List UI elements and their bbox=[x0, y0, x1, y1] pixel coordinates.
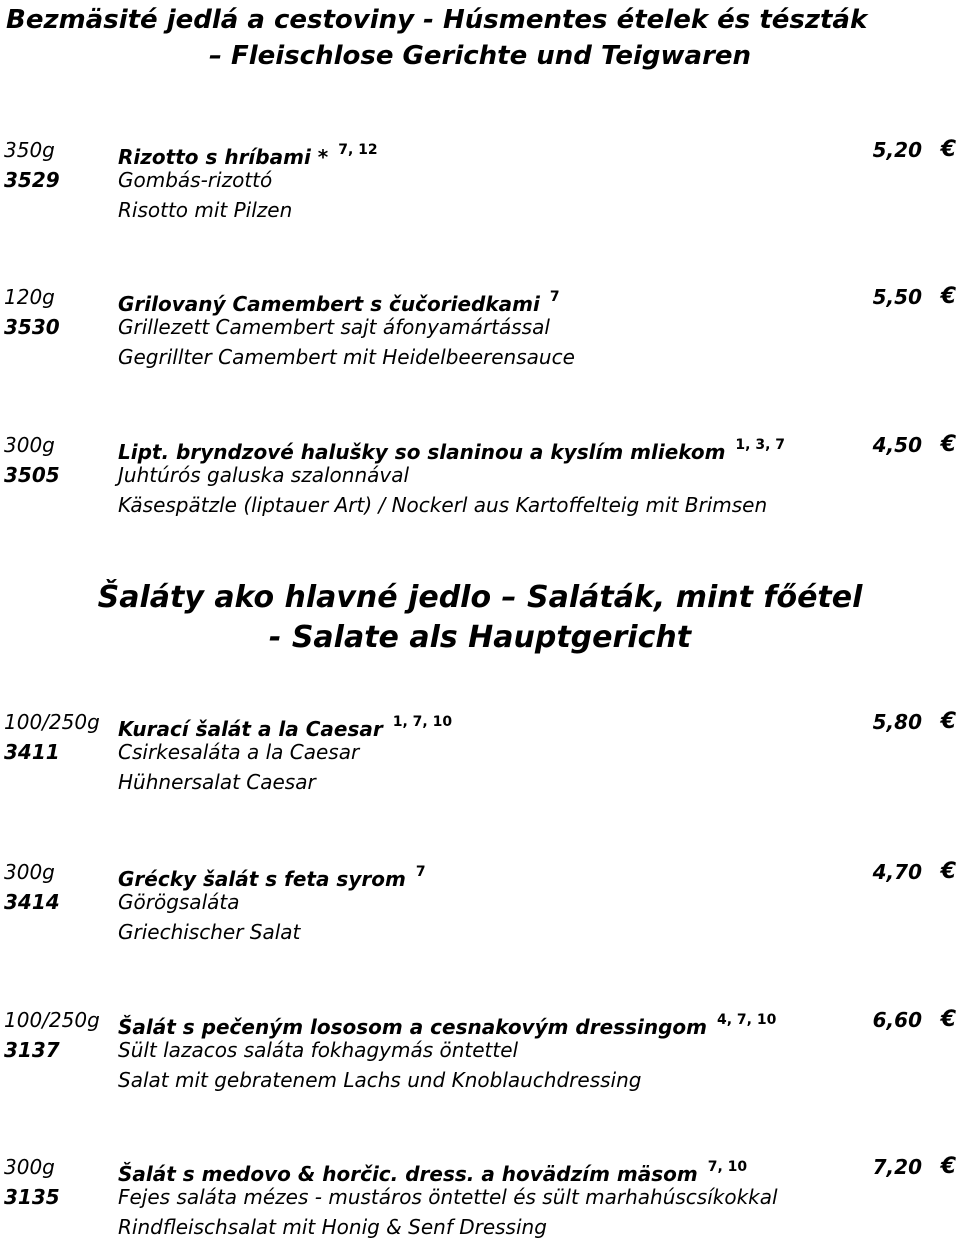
euro-icon: € bbox=[940, 1154, 956, 1179]
menu-item-row-hu bbox=[0, 737, 960, 767]
euro-icon: € bbox=[940, 709, 956, 734]
item-code: 3530 bbox=[4, 315, 60, 339]
menu-item-row-de bbox=[0, 1212, 960, 1242]
menu-item-row-main bbox=[0, 857, 960, 891]
item-allergens: 1, 7, 10 bbox=[392, 714, 453, 730]
item-name-sk-text: Grécky šalát s feta syrom bbox=[118, 867, 406, 891]
item-name-sk-text: Rizotto s hríbami * bbox=[118, 145, 329, 169]
item-price: 5,80 bbox=[872, 710, 922, 734]
menu-item bbox=[0, 1005, 960, 1095]
item-name-de: Rindfleischsalat mit Honig & Senf Dressing bbox=[118, 1215, 547, 1239]
item-allergens: 1, 3, 7 bbox=[735, 437, 786, 453]
menu-item-row-hu bbox=[0, 1182, 960, 1212]
item-code: 3414 bbox=[4, 890, 60, 914]
menu-item-row-hu bbox=[0, 1035, 960, 1065]
item-name-sk-text: Šalát s pečeným lososom a cesnakovým dressingom bbox=[118, 1015, 707, 1039]
item-name-de: Griechischer Salat bbox=[118, 920, 301, 944]
item-price: 5,20 bbox=[872, 138, 922, 162]
menu-item-row-de bbox=[0, 490, 960, 520]
section-title-line2: - Salate als Hauptgericht bbox=[268, 620, 692, 655]
item-name-hu: Fejes saláta mézes - mustáros öntettel és sült marhahúscsíkokkal bbox=[118, 1185, 778, 1209]
item-price: 7,20 bbox=[872, 1155, 922, 1179]
menu-item bbox=[0, 135, 960, 225]
menu-item-row-de bbox=[0, 1065, 960, 1095]
item-name-sk-text: Grilovaný Camembert s čučoriedkami bbox=[118, 292, 540, 316]
menu-item-row-main bbox=[0, 135, 960, 169]
item-name-de: Hühnersalat Caesar bbox=[118, 770, 316, 794]
item-name-hu: Juhtúrós galuska szalonnával bbox=[118, 463, 410, 487]
item-price: 4,70 bbox=[872, 860, 922, 884]
item-name-hu: Gombás-rizottó bbox=[118, 168, 273, 192]
menu-item-row-hu bbox=[0, 887, 960, 917]
item-weight: 300g bbox=[4, 1155, 55, 1179]
euro-icon: € bbox=[940, 432, 956, 457]
menu-item-row-main bbox=[0, 1152, 960, 1186]
item-name-hu: Csirkesaláta a la Caesar bbox=[118, 740, 360, 764]
item-code: 3529 bbox=[4, 168, 60, 192]
menu-item-row-main bbox=[0, 282, 960, 316]
item-price: 5,50 bbox=[872, 285, 922, 309]
item-code: 3137 bbox=[4, 1038, 60, 1062]
item-allergens: 7 bbox=[549, 289, 560, 305]
item-name-sk-text: Lipt. bryndzové halušky so slaninou a kyslím mliekom bbox=[118, 440, 726, 464]
item-weight: 120g bbox=[4, 285, 55, 309]
menu-item-row-main bbox=[0, 430, 960, 464]
item-code: 3411 bbox=[4, 740, 60, 764]
item-price: 4,50 bbox=[872, 433, 922, 457]
menu-item-row-de bbox=[0, 917, 960, 947]
item-price: 6,60 bbox=[872, 1008, 922, 1032]
euro-icon: € bbox=[940, 859, 956, 884]
item-code: 3135 bbox=[4, 1185, 60, 1209]
item-name-hu: Sült lazacos saláta fokhagymás öntettel bbox=[118, 1038, 519, 1062]
item-weight: 100/250g bbox=[4, 710, 100, 734]
item-name-sk-text: Šalát s medovo & horčic. dress. a hovädzím mäsom bbox=[118, 1162, 698, 1186]
section-title-line1: Šaláty ako hlavné jedlo – Saláták, mint főétel bbox=[97, 580, 863, 615]
item-weight: 300g bbox=[4, 860, 55, 884]
menu-item-row-main bbox=[0, 707, 960, 741]
item-name-de: Käsespätzle (liptauer Art) / Nockerl aus Kartoffelteig mit Brimsen bbox=[118, 493, 768, 517]
menu-item bbox=[0, 707, 960, 797]
section-heading-meatless bbox=[0, 2, 960, 74]
section-title-line1: Bezmäsité jedlá a cestoviny - Húsmentes ételek és tészták bbox=[6, 5, 868, 35]
menu-item bbox=[0, 430, 960, 520]
menu-item-row-de bbox=[0, 767, 960, 797]
euro-icon: € bbox=[940, 284, 956, 309]
item-name-hu: Görögsaláta bbox=[118, 890, 240, 914]
item-name-de: Gegrillter Camembert mit Heidelbeerensauce bbox=[118, 345, 575, 369]
euro-icon: € bbox=[940, 1007, 956, 1032]
item-weight: 100/250g bbox=[4, 1008, 100, 1032]
menu-item-row-hu bbox=[0, 460, 960, 490]
item-allergens: 7, 12 bbox=[338, 142, 378, 158]
menu-item-row-de bbox=[0, 342, 960, 372]
item-name-hu: Grillezett Camembert sajt áfonyamártással bbox=[118, 315, 550, 339]
item-allergens: 7, 10 bbox=[707, 1159, 748, 1175]
item-name-de: Salat mit gebratenem Lachs und Knoblauchdressing bbox=[118, 1068, 642, 1092]
section-title-line2: – Fleischlose Gerichte und Teigwaren bbox=[208, 41, 752, 71]
item-code: 3505 bbox=[4, 463, 60, 487]
menu-item-row-main bbox=[0, 1005, 960, 1039]
menu-item-row-hu bbox=[0, 312, 960, 342]
menu-item-row-hu bbox=[0, 165, 960, 195]
menu-item bbox=[0, 282, 960, 372]
menu-item bbox=[0, 857, 960, 947]
euro-icon: € bbox=[940, 137, 956, 162]
item-weight: 300g bbox=[4, 433, 55, 457]
item-name-sk-text: Kurací šalát a la Caesar bbox=[118, 717, 383, 741]
item-name-de: Risotto mit Pilzen bbox=[118, 198, 293, 222]
menu-item-row-de bbox=[0, 195, 960, 225]
item-allergens: 7 bbox=[415, 864, 426, 880]
item-weight: 350g bbox=[4, 138, 55, 162]
section-heading-salads bbox=[0, 578, 960, 658]
menu-item bbox=[0, 1152, 960, 1242]
item-allergens: 4, 7, 10 bbox=[716, 1012, 777, 1028]
